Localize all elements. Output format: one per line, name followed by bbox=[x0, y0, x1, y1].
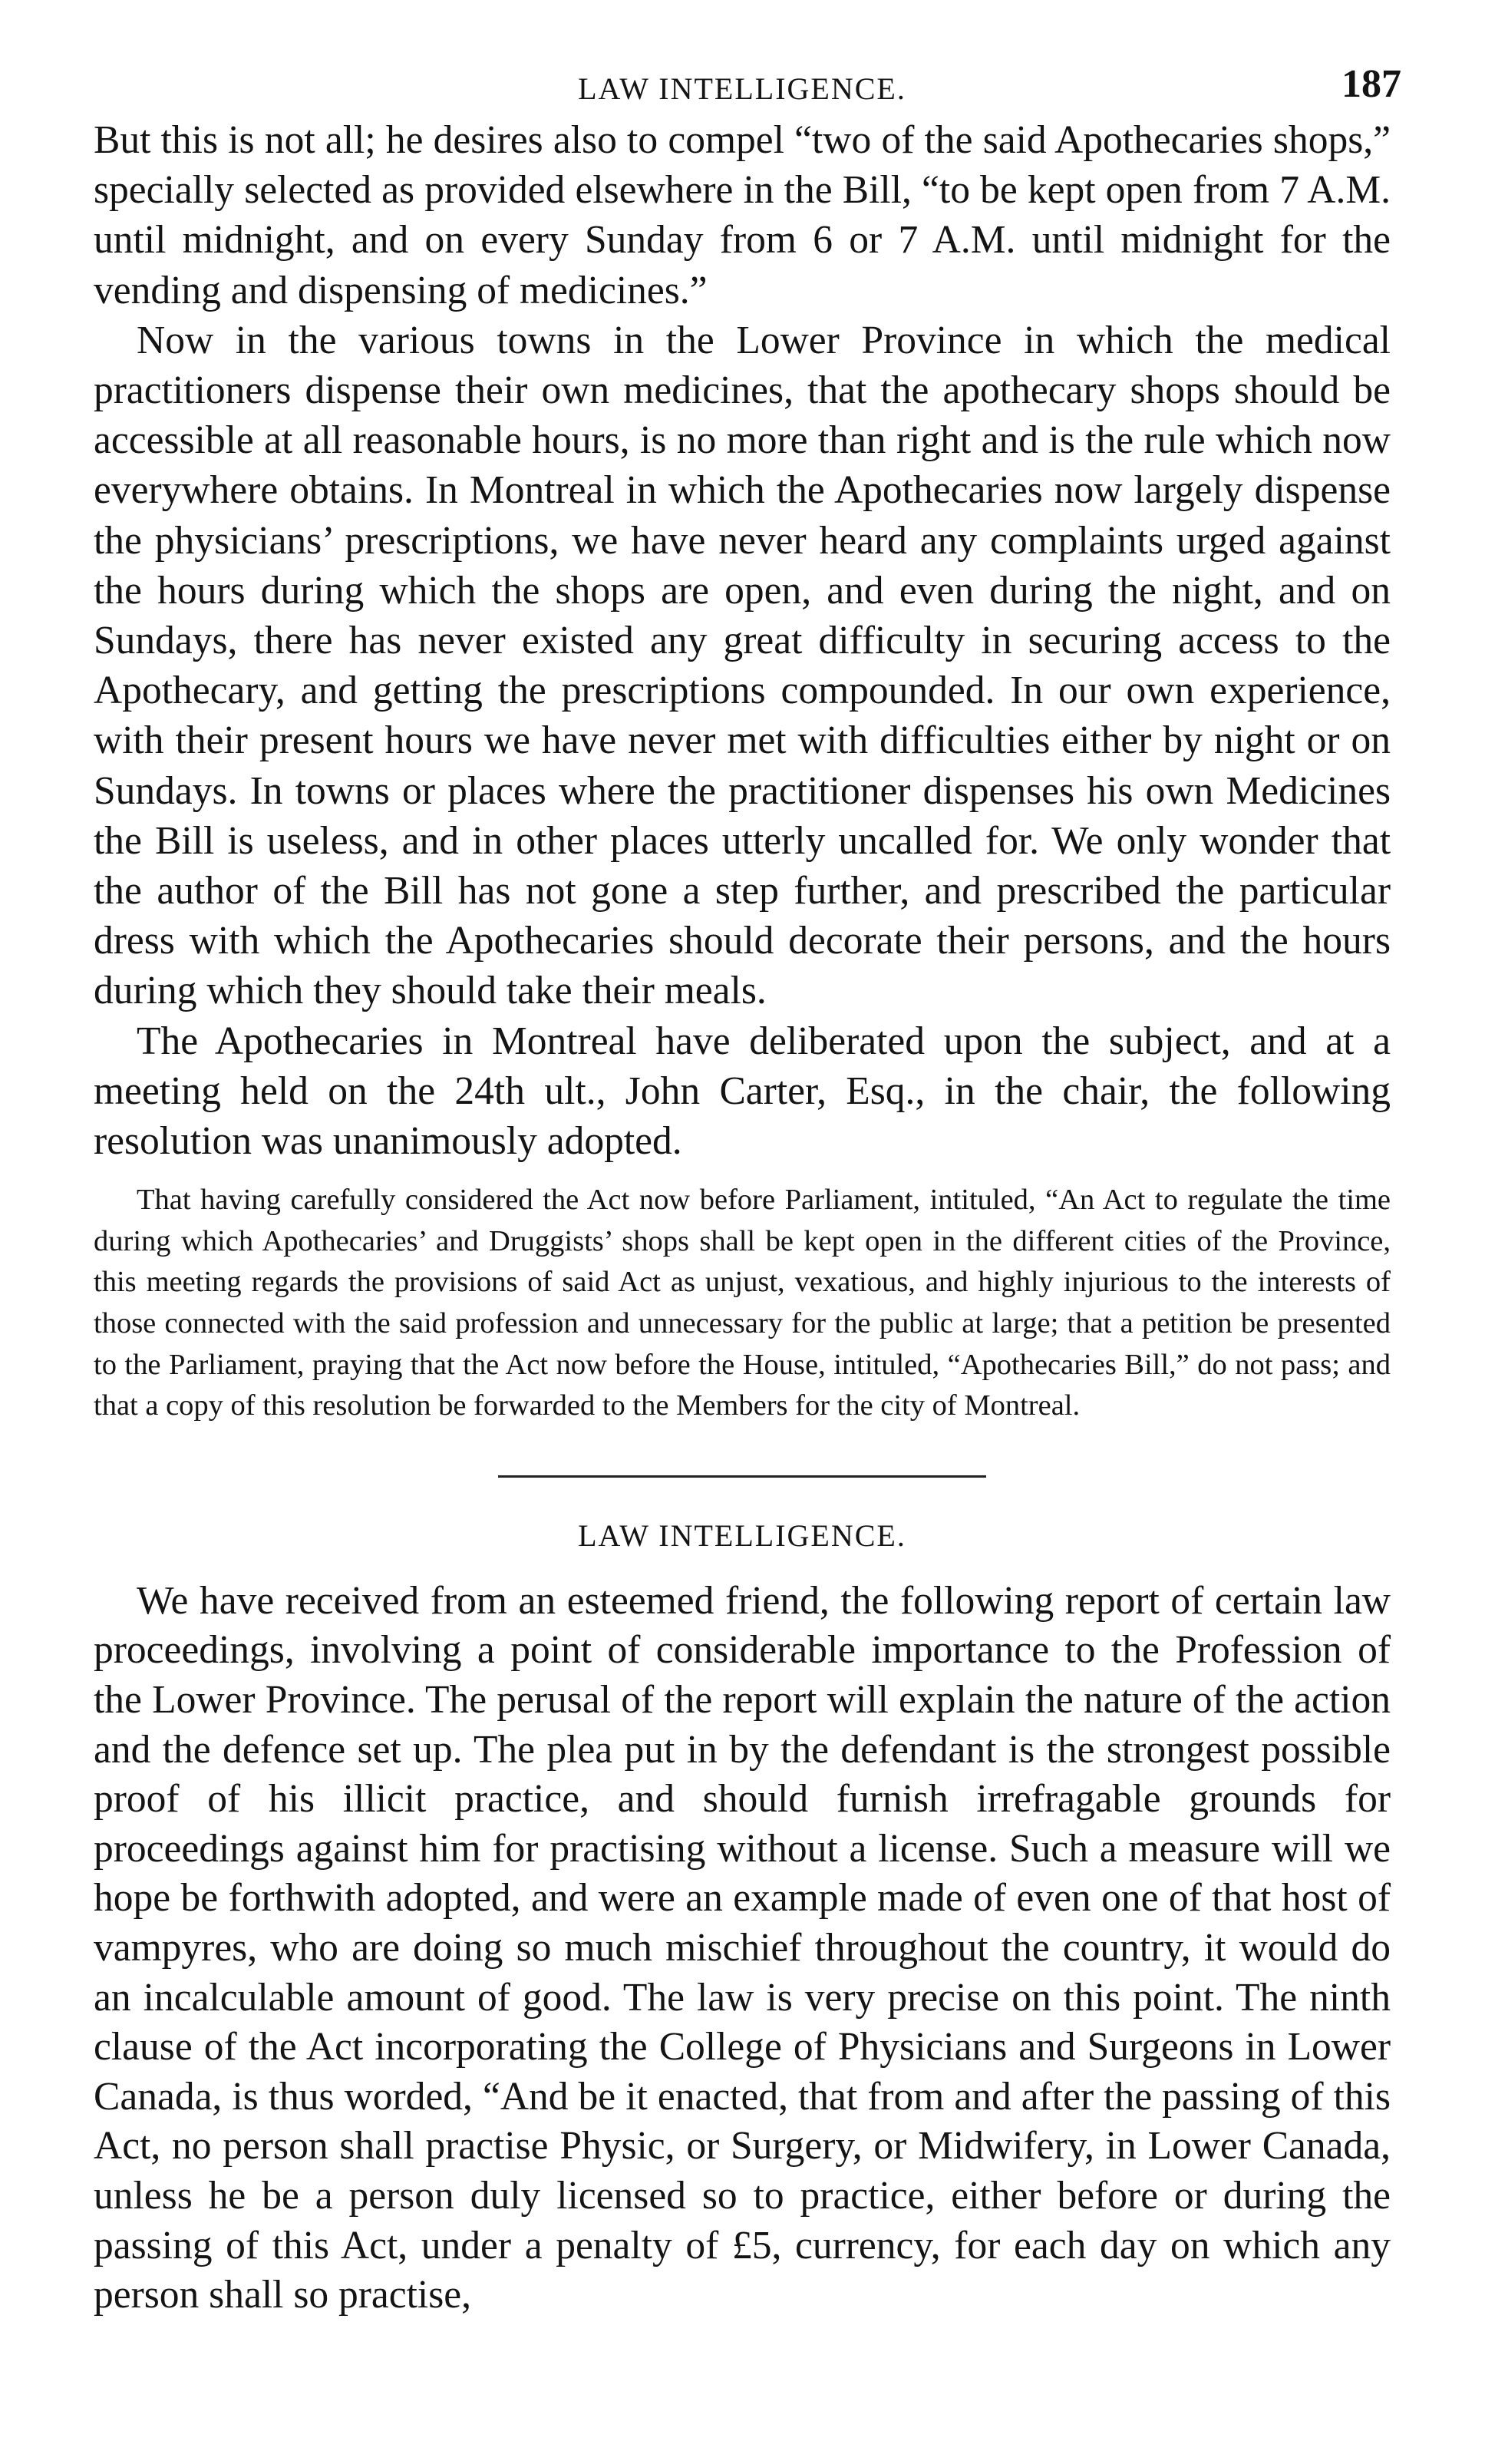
running-header bbox=[94, 0, 1401, 115]
paragraph-continuation: But this is not all; he desires also to compel “two of the said Apothecaries shops,” specially selected as provided elsewhere in the Bill, “to be kept open from 7 A.M. until midnight, and on every Sunday from 6 or 7 A.M. until midnight for the vending and dispensing of medicines.” bbox=[94, 118, 1391, 312]
resolution-quote: That having carefully considered the Act now before Parliament, intituled, “An Act to regulate the time during which Apothecaries’ and Druggists’ shops shall be kept open in the different cities of the Province, this meeting regards the provisions of said Act as unjust, vexatious, and highly injurious to the interests of those connected with the said profession and unnecessary for the public at large; that a petition be presented to the Parliament, praying that the Act now before the House, intituled, “Apothecaries Bill,” do not pass; and that a copy of this resolution be forwarded to the Members for the city of Montreal. bbox=[94, 1184, 1391, 1422]
section-divider bbox=[498, 1475, 986, 1478]
paragraph-meeting: The Apothecaries in Montreal have deliberated upon the subject, and at a meeting held on the 24th ult., John Carter, Esq., in the chair, the following resolution was unanimously adopted. bbox=[94, 1019, 1391, 1164]
running-title: LAW INTELLIGENCE. bbox=[578, 71, 906, 106]
document-page bbox=[94, 0, 1401, 2320]
section-heading: LAW INTELLIGENCE. bbox=[578, 1518, 906, 1553]
page-number: 187 bbox=[1341, 62, 1401, 106]
article-body bbox=[94, 115, 1391, 1166]
paragraph-law-report: We have received from an esteemed friend, the following report of certain law proceedings, involving a point of considerable importance to the Profession of the Lower Province. The perusal of the report will explain the nature of the action and the defence set up. The plea put in by the defendant is the strongest possible proof of his illicit practice, and should furnish irrefragable grounds for proceedings against him for practising without a license. Such a measure will we hope be forthwith adopted, and were an example made of even one of that host of vampyres, who are doing so much mischief throughout the country, it would do an incalculable amount of good. The law is very precise on this point. The ninth clause of the Act incorporating the College of Physicians and Surgeons in Lower Canada, is thus worded, “And be it enacted, that from and after the passing of this Act, no person shall practise Physic, or Surgery, or Midwifery, in Lower Canada, unless he be a person duly licensed so to practice, either before or during the passing of this Act, under a penalty of £5, currency, for each day on which any person shall so practise, bbox=[94, 1578, 1391, 2317]
paragraph-towns: Now in the various towns in the Lower Province in which the medical practitioners dispense their own medicines, that the apothecary shops should be accessible at all reasonable hours, is no more than right and is the rule which now everywhere obtains. In Montreal in which the Apothecaries now largely dispense the physicians’ prescriptions, we have never heard any complaints urged against the hours during which the shops are open, and even during the night, and on Sundays, there has never existed any great difficulty in securing access to the Apothecary, and getting the prescriptions compounded. In our own experience, with their present hours we have never met with difficulties either by night or on Sundays. In towns or places where the practitioner dispenses his own Medicines the Bill is useless, and in other places utterly uncalled for. We only wonder that the author of the Bill has not gone a step further, and prescribed the particular dress with which the Apothecaries should decorate their persons, and the hours during which they should take their meals. bbox=[94, 318, 1391, 1013]
law-intelligence-section bbox=[94, 1577, 1391, 2320]
